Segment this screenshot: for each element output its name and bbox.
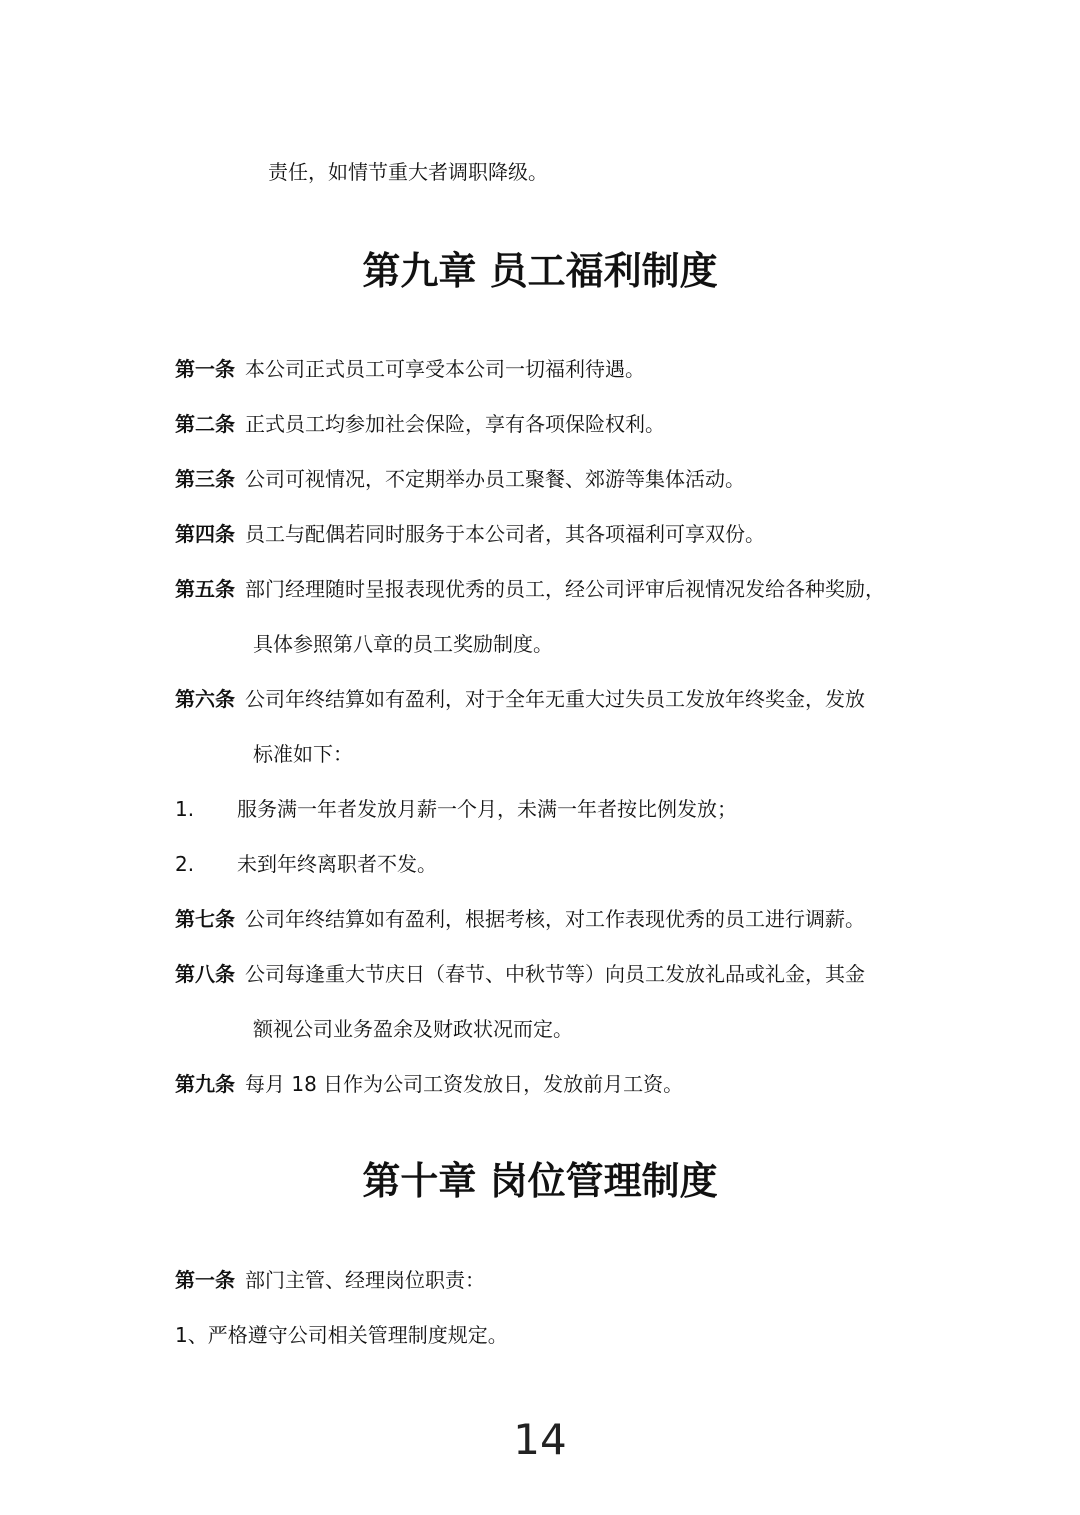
list-number: 2. (175, 852, 195, 876)
list-text: 服务满一年者发放月薪一个月，未满一年者按比例发放； (237, 797, 737, 821)
article-text: 公司每逢重大节庆日（春节、中秋节等）向员工发放礼品或礼金，其金 (245, 962, 865, 986)
chapter-10-item-1: 1、严格遵守公司相关管理制度规定。 (175, 1323, 508, 1347)
article-label: 第二条 (175, 412, 235, 436)
article-label: 第一条 (175, 1268, 235, 1292)
article-4 (175, 520, 765, 548)
article-5 (175, 575, 885, 603)
chapter-10-title: 第十章 岗位管理制度 (362, 1159, 718, 1203)
article-1 (175, 355, 645, 383)
article-2 (175, 410, 665, 438)
article-label: 第四条 (175, 522, 235, 546)
list-number: 1. (175, 797, 195, 821)
article-8 (175, 960, 865, 988)
article-8-continuation: 额视公司业务盈余及财政状况而定。 (253, 1017, 573, 1041)
article-label: 第三条 (175, 467, 235, 491)
article-text: 本公司正式员工可享受本公司一切福利待遇。 (245, 357, 645, 381)
article-text: 员工与配偶若同时服务于本公司者，其各项福利可享双份。 (245, 522, 765, 546)
article-text: 部门主管、经理岗位职责： (245, 1268, 485, 1292)
list-item-1 (175, 795, 737, 823)
page-number: 14 (513, 1415, 567, 1464)
article-7 (175, 905, 865, 933)
article-label: 第八条 (175, 962, 235, 986)
article-text: 正式员工均参加社会保险，享有各项保险权利。 (245, 412, 665, 436)
article-label: 第九条 (175, 1072, 235, 1096)
chapter-10-article-1 (175, 1266, 485, 1294)
article-label: 第七条 (175, 907, 235, 931)
article-label: 第一条 (175, 357, 235, 381)
article-text: 公司年终结算如有盈利，对于全年无重大过失员工发放年终奖金，发放 (245, 687, 865, 711)
article-9 (175, 1070, 683, 1098)
article-text: 公司可视情况，不定期举办员工聚餐、郊游等集体活动。 (245, 467, 745, 491)
chapter-9-title: 第九章 员工福利制度 (362, 249, 718, 293)
article-label: 第六条 (175, 687, 235, 711)
article-text: 每月 18 日作为公司工资发放日，发放前月工资。 (245, 1072, 684, 1096)
list-item-2 (175, 850, 437, 878)
article-6 (175, 685, 865, 713)
article-6-continuation: 标准如下： (253, 742, 353, 766)
article-label: 第五条 (175, 577, 235, 601)
article-5-continuation: 具体参照第八章的员工奖励制度。 (253, 632, 553, 656)
continued-text: 责任，如情节重大者调职降级。 (268, 160, 548, 184)
article-3 (175, 465, 745, 493)
list-text: 未到年终离职者不发。 (237, 852, 437, 876)
article-text: 部门经理随时呈报表现优秀的员工，经公司评审后视情况发给各种奖励， (245, 577, 885, 601)
article-text: 公司年终结算如有盈利，根据考核，对工作表现优秀的员工进行调薪。 (245, 907, 865, 931)
